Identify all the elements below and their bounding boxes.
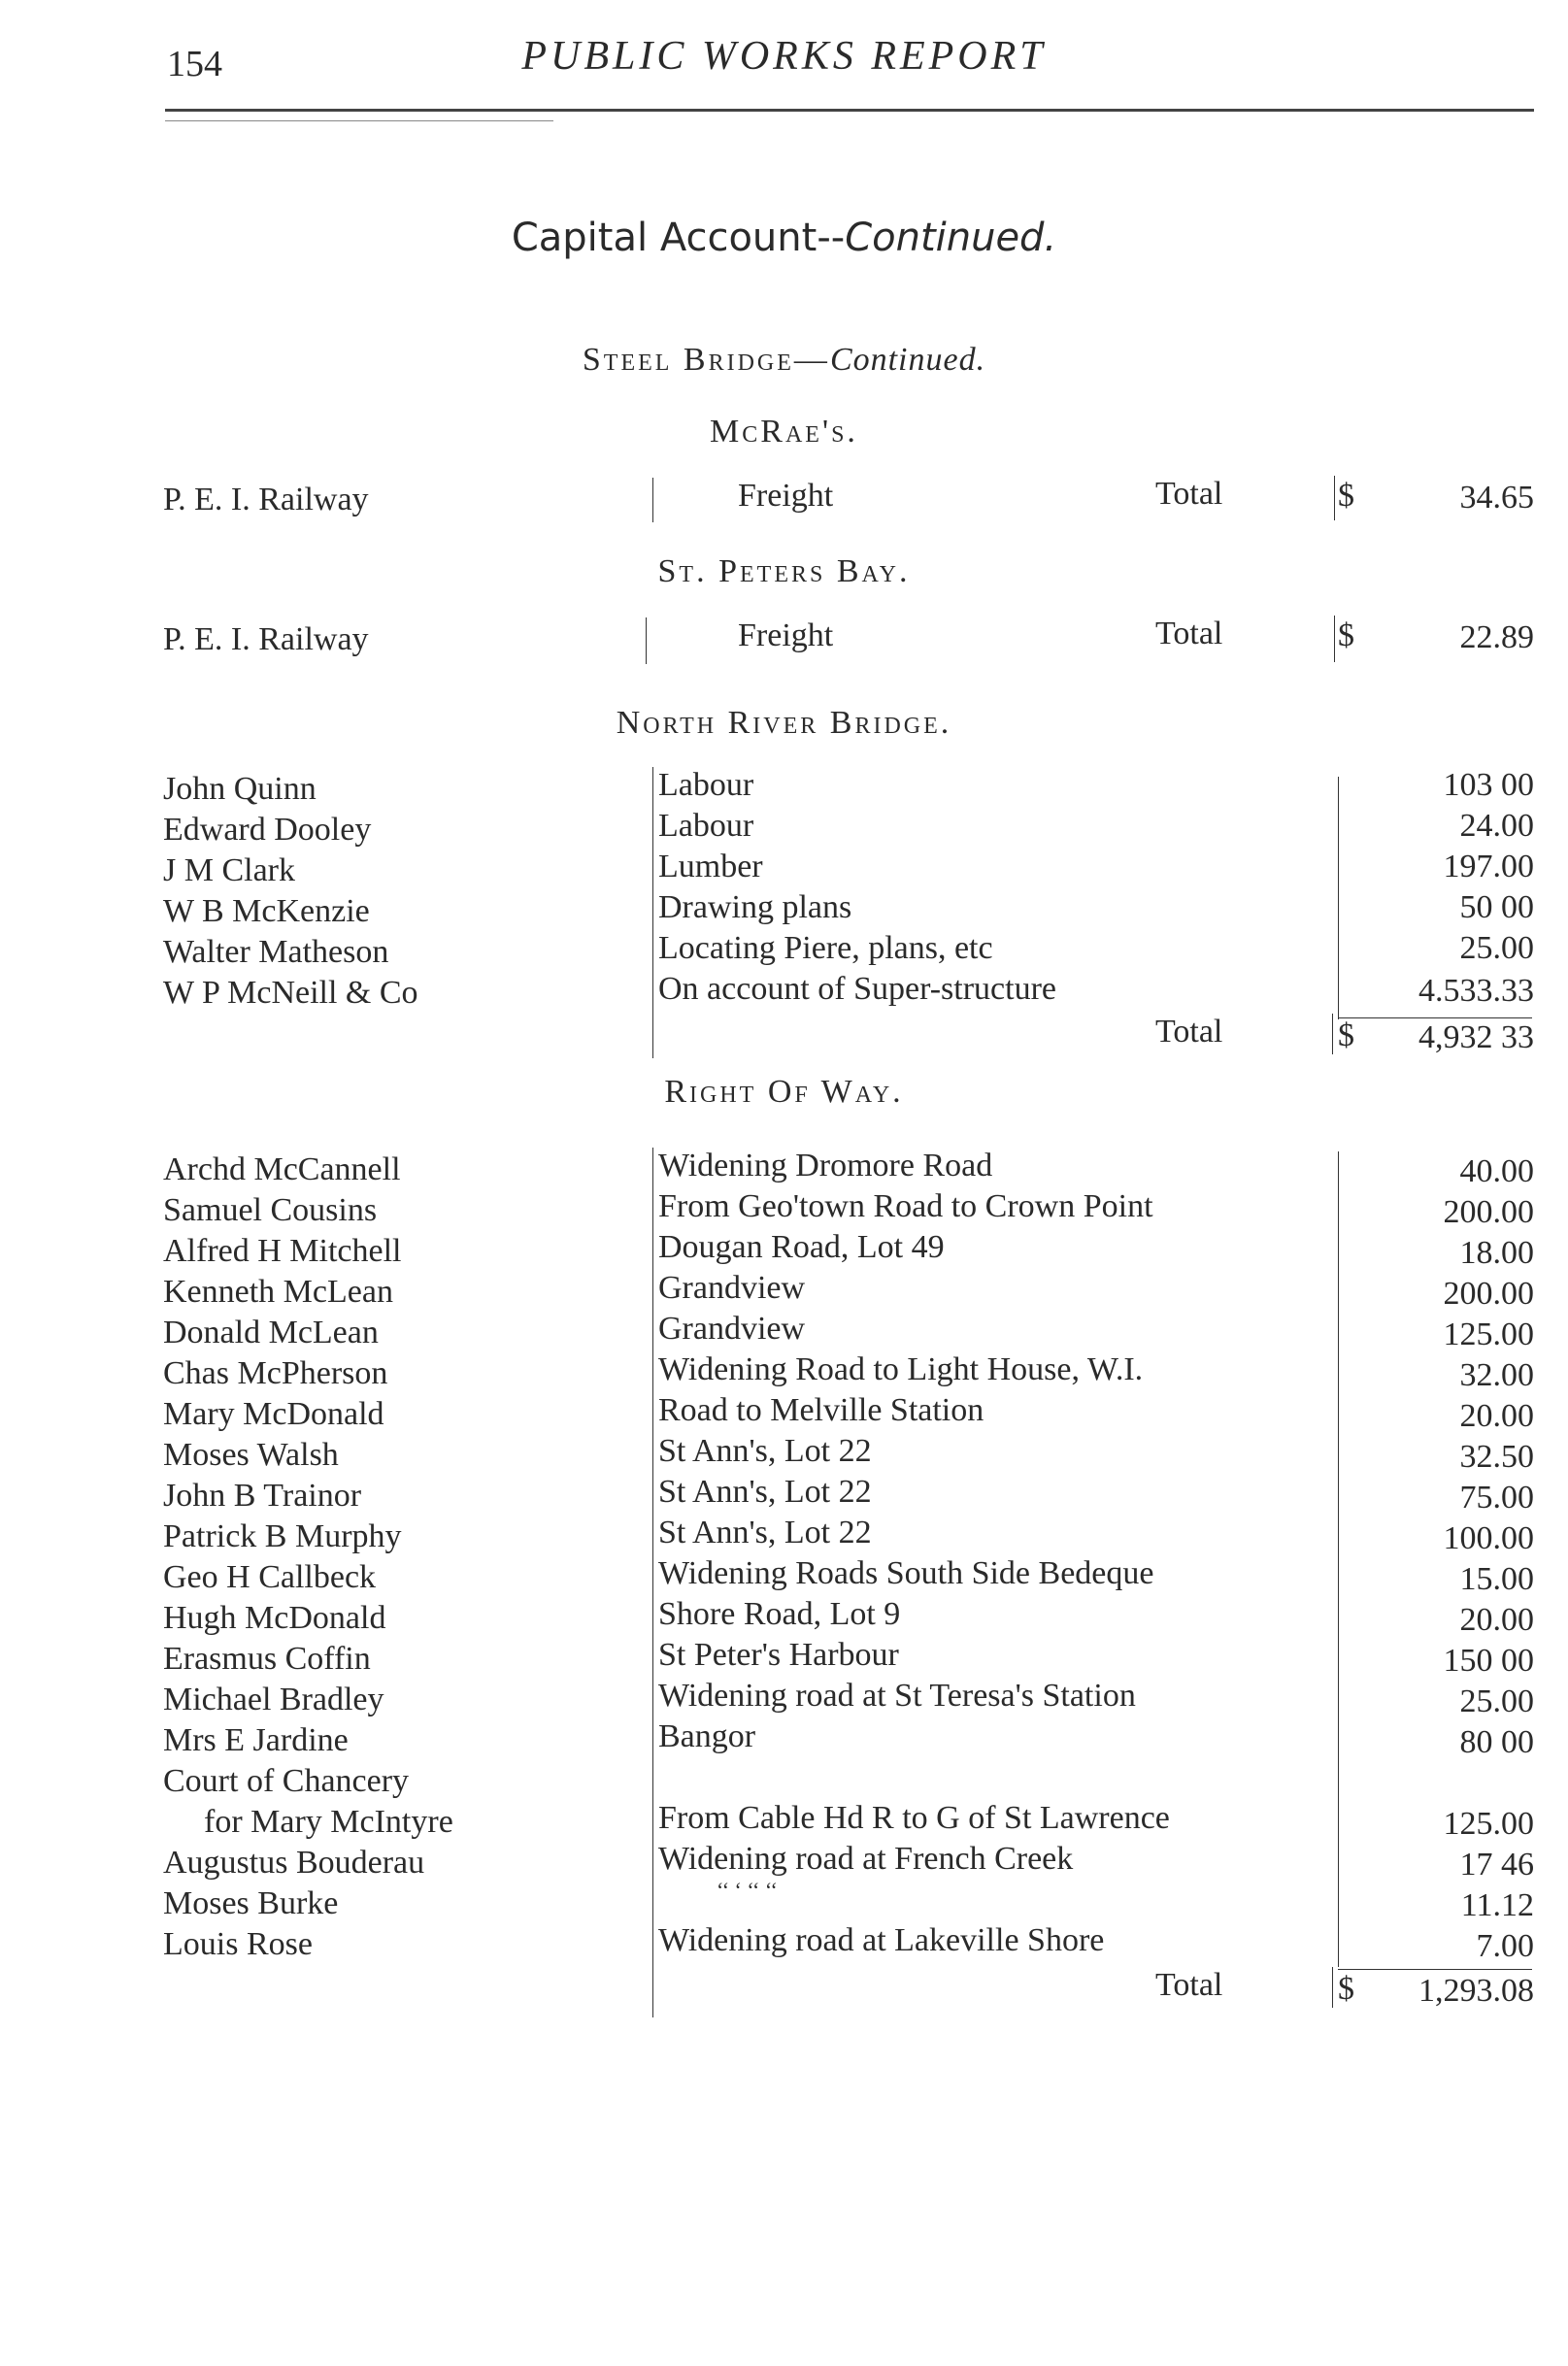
section-head-mcraes: McRae's.: [710, 414, 858, 450]
north-river-row-amount: 4.533.33: [1418, 973, 1534, 1009]
title-sub: Continued.: [845, 216, 1057, 260]
right-of-way-row-payee: Erasmus Coffin: [163, 1641, 371, 1677]
north-river-total-rule: [1338, 1017, 1532, 1018]
north-river-row-payee: J M Clark: [163, 852, 295, 888]
right-of-way-row-payee: for Mary McIntyre: [204, 1804, 453, 1840]
page-title: [0, 216, 1568, 260]
right-of-way-row-item: Widening road at Lakeville Shore: [658, 1922, 1105, 1958]
page-number: 154: [167, 44, 222, 84]
right-of-way-row-payee: Mrs E Jardine: [163, 1722, 349, 1758]
right-of-way-row-amount: 200.00: [1443, 1276, 1534, 1312]
right-of-way-row-payee: Archd McCannell: [163, 1151, 401, 1187]
right-of-way-row-item: Road to Melville Station: [658, 1392, 984, 1428]
right-of-way-row-payee: Louis Rose: [163, 1926, 313, 1962]
mcraes-total-label: Total: [1155, 476, 1223, 512]
north-river-row-payee: Walter Matheson: [163, 934, 389, 970]
right-of-way-row-amount: 20.00: [1459, 1602, 1534, 1638]
mcraes-item: Freight: [738, 478, 834, 514]
right-of-way-row-amount: 100.00: [1443, 1520, 1534, 1556]
right-of-way-row-item: St Ann's, Lot 22: [658, 1474, 872, 1510]
section-head-north-river: North River Bridge.: [616, 705, 952, 741]
right-of-way-row-item: Grandview: [658, 1270, 806, 1306]
right-of-way-item-divider: [652, 1148, 653, 2017]
north-river-row-amount: 103 00: [1443, 767, 1534, 803]
right-of-way-row-payee: Kenneth McLean: [163, 1274, 393, 1310]
right-of-way-row-payee: Donald McLean: [163, 1315, 379, 1350]
right-of-way-row-item: St Peter's Harbour: [658, 1637, 899, 1673]
right-of-way-row-item: From Geo'town Road to Crown Point: [658, 1188, 1153, 1224]
right-of-way-row-amount: 125.00: [1443, 1316, 1534, 1352]
right-of-way-row-item: Widening Roads South Side Bedeque: [658, 1555, 1154, 1591]
section-head-steel-bridge: [0, 342, 1568, 379]
header-rule: [165, 109, 1534, 112]
right-of-way-row-payee: Moses Walsh: [163, 1437, 339, 1473]
right-of-way-row-amount: 80 00: [1459, 1724, 1534, 1760]
right-of-way-row-payee: Alfred H Mitchell: [163, 1233, 402, 1269]
right-of-way-row-payee: Patrick B Murphy: [163, 1518, 402, 1554]
right-of-way-row-amount: 75.00: [1459, 1480, 1534, 1516]
right-of-way-row-item: Widening road at St Teresa's Station: [658, 1678, 1136, 1714]
right-of-way-row-payee: Chas McPherson: [163, 1355, 388, 1391]
right-of-way-row-item: St Ann's, Lot 22: [658, 1433, 872, 1469]
north-river-row-amount: 24.00: [1459, 808, 1534, 844]
right-of-way-row-payee: John B Trainor: [163, 1478, 362, 1514]
right-of-way-row-amount: 40.00: [1459, 1153, 1534, 1189]
right-of-way-row-amount: 7.00: [1476, 1928, 1534, 1964]
right-of-way-row-amount: 17 46: [1459, 1847, 1534, 1883]
right-of-way-row-amount: 125.00: [1443, 1806, 1534, 1842]
north-river-total: 4,932 33: [1418, 1019, 1534, 1055]
right-of-way-row-amount: 15.00: [1459, 1561, 1534, 1597]
st-peters-total: 22.89: [1459, 619, 1534, 655]
right-of-way-row-item: Widening Road to Light House, W.I.: [658, 1351, 1144, 1387]
north-river-row-amount: 50 00: [1459, 889, 1534, 925]
right-of-way-row-payee: Geo H Callbeck: [163, 1559, 377, 1595]
north-river-row-item: Labour: [658, 808, 754, 844]
running-head: PUBLIC WORKS REPORT: [521, 34, 1047, 79]
north-river-row-item: Drawing plans: [658, 889, 852, 925]
north-river-row-payee: W P McNeill & Co: [163, 975, 418, 1011]
right-of-way-row-amount: 150 00: [1443, 1643, 1534, 1679]
north-river-row-payee: John Quinn: [163, 771, 317, 807]
right-of-way-row-amount: 32.50: [1459, 1439, 1534, 1475]
right-of-way-row-payee: Samuel Cousins: [163, 1192, 378, 1228]
st-peters-item: Freight: [738, 617, 834, 653]
section-head-st-peters-bay: St. Peters Bay.: [657, 553, 911, 589]
header-rule-thin: [165, 120, 553, 121]
north-river-item-divider: [652, 767, 653, 1058]
north-river-row-amount: 25.00: [1459, 930, 1534, 966]
st-peters-payee: P. E. I. Railway: [163, 621, 369, 657]
section-head-right-of-way: Right Of Way.: [664, 1074, 904, 1110]
right-of-way-row-amount: 11.12: [1460, 1887, 1534, 1923]
ditto-marks: ‘‘ ‘ ‘‘ ‘‘: [717, 1878, 778, 1902]
right-of-way-row-item: St Ann's, Lot 22: [658, 1515, 872, 1550]
right-of-way-row-amount: 32.00: [1459, 1357, 1534, 1393]
right-of-way-row-item: Widening Dromore Road: [658, 1148, 993, 1183]
st-peters-divider: [646, 617, 647, 664]
right-of-way-total: 1,293.08: [1418, 1973, 1534, 2009]
right-of-way-row-payee: Michael Bradley: [163, 1682, 384, 1717]
title-main: Capital Account--: [511, 216, 846, 260]
mcraes-payee: P. E. I. Railway: [163, 482, 369, 517]
north-river-row-item: On account of Super-structure: [658, 971, 1057, 1007]
steel-bridge-head: Steel Bridge—: [582, 342, 830, 378]
right-of-way-row-amount: 25.00: [1459, 1683, 1534, 1719]
right-of-way-row-payee: Mary McDonald: [163, 1396, 384, 1432]
right-of-way-dollar: $: [1338, 1971, 1354, 2007]
steel-bridge-head-italic: Continued.: [829, 342, 986, 378]
right-of-way-row-payee: Moses Burke: [163, 1885, 339, 1921]
right-of-way-total-rule: [1338, 1969, 1532, 1970]
right-of-way-row-amount: 18.00: [1459, 1235, 1534, 1271]
right-of-way-row-item: Widening road at French Creek: [658, 1841, 1074, 1877]
right-of-way-row-amount: 200.00: [1443, 1194, 1534, 1230]
right-of-way-row-item: From Cable Hd R to G of St Lawrence: [658, 1800, 1170, 1836]
right-of-way-total-label: Total: [1155, 1967, 1223, 2003]
north-river-row-payee: W B McKenzie: [163, 893, 370, 929]
mcraes-divider: [652, 478, 653, 522]
right-of-way-row-item: Shore Road, Lot 9: [658, 1596, 901, 1632]
right-of-way-row-amount: 20.00: [1459, 1398, 1534, 1434]
right-of-way-row-payee: Augustus Bouderau: [163, 1845, 425, 1881]
right-of-way-row-item: Bangor: [658, 1718, 756, 1754]
north-river-row-item: Lumber: [658, 849, 763, 884]
north-river-dollar: $: [1338, 1017, 1354, 1053]
right-of-way-row-item: Grandview: [658, 1311, 806, 1347]
north-river-row-item: Locating Piere, plans, etc: [658, 930, 993, 966]
right-of-way-row-item: Dougan Road, Lot 49: [658, 1229, 945, 1265]
right-of-way-row-payee: Hugh McDonald: [163, 1600, 386, 1636]
right-of-way-amount-divider: [1338, 1151, 1339, 1967]
mcraes-total: 34.65: [1459, 480, 1534, 516]
north-river-row-payee: Edward Dooley: [163, 812, 372, 848]
mcraes-dollar: $: [1338, 478, 1354, 514]
st-peters-dollar: $: [1338, 617, 1354, 653]
st-peters-total-label: Total: [1155, 616, 1223, 651]
north-river-row-item: Labour: [658, 767, 754, 803]
right-of-way-row-payee: Court of Chancery: [163, 1763, 410, 1799]
north-river-total-label: Total: [1155, 1014, 1223, 1050]
north-river-row-amount: 197.00: [1443, 849, 1534, 884]
